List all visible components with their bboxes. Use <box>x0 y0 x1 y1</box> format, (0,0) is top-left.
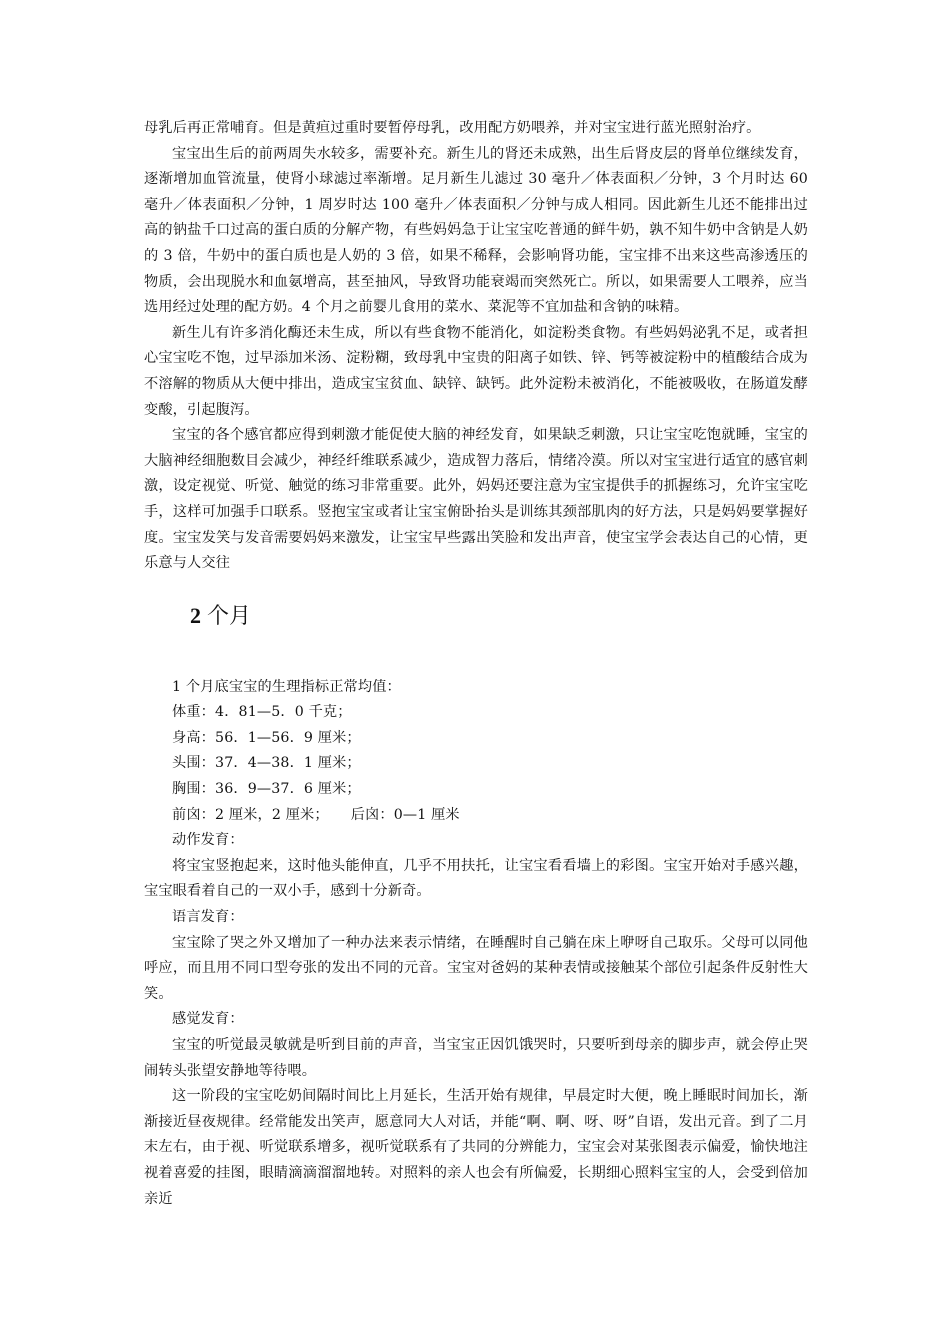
motor-label: 动作发育： <box>172 832 244 849</box>
metric-weight: 体重：4．81—5．0 千克； <box>172 704 352 721</box>
sensory-label: 感觉发育： <box>172 1011 244 1028</box>
paragraph-senses: 宝宝的各个感官都应得到刺激才能促使大脑的神经发育，如果缺乏刺激，只让宝宝吃饱就睡，宝宝的大脑神经细胞数目会减少，神经纤维联系减少，造成智力落后，情绪冷漠。所以对宝宝进行适宜的感官刺激，设定视觉、听觉、触觉的练习非常重要。此外，妈妈还要注意为宝宝提供手的抓握练习，允许宝宝吃手，这样可加强手口联系。竖抱宝宝或者让宝宝俯卧抬头是训练其颈部肌肉的好方法，只是妈妈要掌握好度。宝宝发笑与发音需要妈妈来激发，让宝宝早些露出笑脸和发出声音，使宝宝学会表达自己的心情，更乐意与人交往 <box>144 427 808 572</box>
metric-front-fontanel: 前囟：2 厘米，2 厘米； <box>172 806 329 823</box>
section-heading-title: 个月 <box>207 603 252 629</box>
language-text: 宝宝除了哭之外又增加了一种办法来表示情绪，在睡醒时自己躺在床上咿呀自己取乐。父母可以同他呼应，而且用不同口型夸张的发出不同的元音。宝宝对爸妈的某种表情或接触某个部位引起条件反射性大笑。 <box>144 934 808 1002</box>
document-page <box>144 116 808 1212</box>
stage-text: 这一阶段的宝宝吃奶间隔时间比上月延长，生活开始有规律，早晨定时大便，晚上睡眠时间加长，渐渐接近昼夜规律。经常能发出笑声，愿意同大人对话，并能“啊、啊、呀、呀”自语，发出元音。到了二月末左右，由于视、听觉联系增多，视听觉联系有了共同的分辨能力，宝宝会对某张图表示偏爱，愉快地注视着喜爱的挂图，眼睛滴滴溜溜地转。对照料的亲人也会有所偏爱，长期细心照料宝宝的人，会受到倍加亲近 <box>144 1088 808 1207</box>
section-heading-number: 2 <box>190 602 201 628</box>
metric-chest: 胸围：36．9—37．6 厘米； <box>172 781 361 798</box>
paragraph-jaundice: 母乳后再正常哺育。但是黄疸过重时要暂停母乳，改用配方奶喂养，并对宝宝进行蓝光照射治疗。 <box>144 120 761 136</box>
paragraph-digestion: 新生儿有许多消化酶还未生成，所以有些食物不能消化，如淀粉类食物。有些妈妈泌乳不足，或者担心宝宝吃不饱，过早添加米汤、淀粉糊，致母乳中宝贵的阳离子如铁、锌、钙等被淀粉中的植酸结合成为不溶解的物质从大便中排出，造成宝宝贫血、缺锌、缺钙。此外淀粉未被消化，不能被吸收，在肠道发酵变酸，引起腹泻。 <box>144 324 808 418</box>
metric-height: 身高：56．1—56．9 厘米； <box>172 729 361 746</box>
paragraph-kidney: 宝宝出生后的前两周失水较多，需要补充。新生儿的肾还未成熟，出生后肾皮层的肾单位继续发育，逐渐增加血管流量，使肾小球滤过率渐增。足月新生儿滤过 30 毫升／体表面积／分钟，3 个月时达 60 毫升／体表面积／分钟，1 周岁时达 100 毫升／体表面积／分钟与成人相同。因此新生儿还不能排出过高的钠盐千口过高的蛋白质的分解产物，有些妈妈急于让宝宝吃普通的鲜牛奶，孰不知牛奶中含钠是人奶的 3 倍，牛奶中的蛋白质也是人奶的 3 倍，如果不稀释，会影响肾功能，宝宝排不出来这些高渗透压的物质，会出现脱水和血氨增高，甚至抽风，导致肾功能衰竭而突然死亡。所以，如果需要人工喂养，应当选用经过处理的配方奶。4 个月之前婴儿食用的菜水、菜泥等不宜加盐和含钠的味精。 <box>144 145 808 316</box>
section-heading <box>190 601 808 631</box>
metric-head: 头围：37．4—38．1 厘米； <box>172 755 361 772</box>
language-label: 语言发育： <box>172 909 244 926</box>
sensory-text: 宝宝的听觉最灵敏就是听到目前的声音，当宝宝正因饥饿哭时，只要听到母亲的脚步声，就会停止哭闹转头张望安静地等待喂。 <box>144 1037 808 1079</box>
metrics-intro: 1 个月底宝宝的生理指标正常均值： <box>172 678 401 695</box>
section-two-months <box>144 675 808 1212</box>
metric-fontanel <box>144 803 808 829</box>
metric-back-fontanel: 后囟：0—1 厘米 <box>350 806 460 823</box>
motor-text: 将宝宝竖抱起来，这时他头能伸直，几乎不用扶托，让宝宝看看墙上的彩图。宝宝开始对手感兴趣，宝宝眼看着自己的一双小手，感到十分新奇。 <box>144 857 808 900</box>
